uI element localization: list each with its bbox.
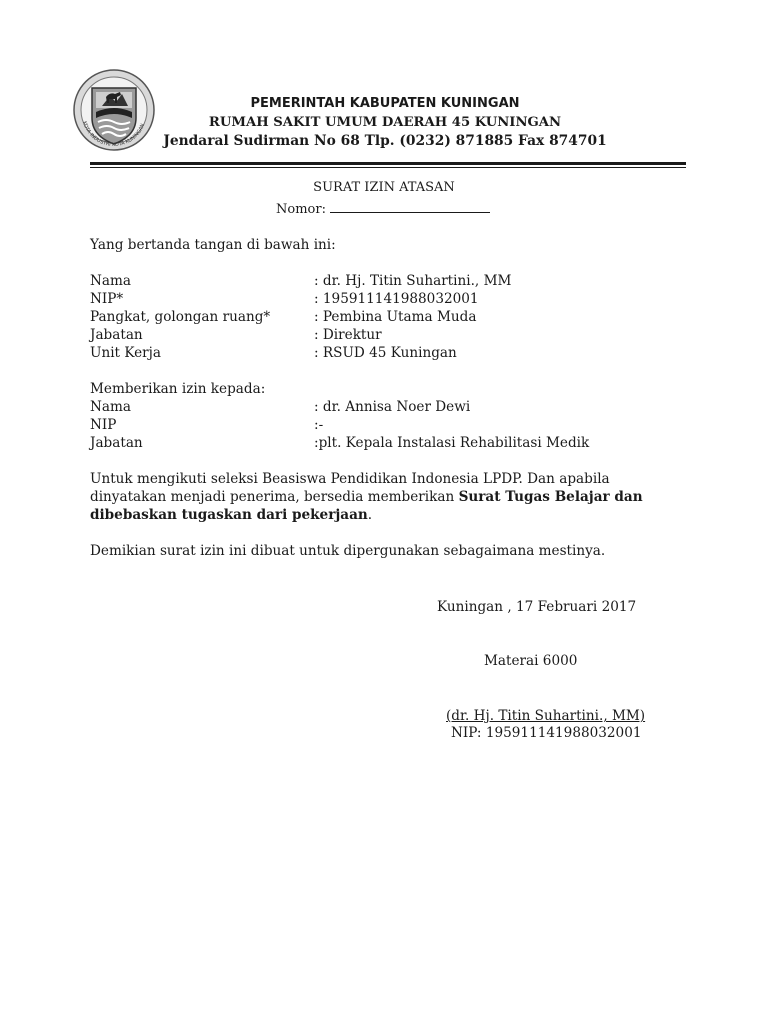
document-number-label: Nomor:	[276, 202, 326, 217]
field-value: : dr. Annisa Noer Dewi	[314, 399, 471, 415]
letterhead-hospital: RUMAH SAKIT UMUM DAERAH 45 KUNINGAN	[208, 115, 562, 130]
field-value: :plt. Kepala Instalasi Rehabilitasi Medik	[314, 435, 590, 451]
field-label: NIP*	[90, 291, 124, 307]
field-value: : 195911141988032001	[314, 291, 479, 307]
body-text: .	[367, 507, 373, 523]
signer-row-pangkat	[90, 308, 690, 326]
field-label: Jabatan	[90, 435, 143, 451]
letterhead-government: PEMERINTAH KABUPATEN KUNINGAN	[250, 96, 520, 111]
regency-logo	[72, 64, 156, 156]
materai-label: Materai 6000	[484, 653, 578, 669]
field-label: NIP	[90, 417, 117, 433]
document-title: SURAT IZIN ATASAN	[313, 180, 455, 195]
grant-intro: Memberikan izin kepada:	[90, 381, 266, 397]
body-paragraph-1	[90, 470, 690, 524]
field-value: : dr. Hj. Titin Suhartini., MM	[314, 273, 512, 289]
grantee-row-nama	[90, 398, 690, 416]
letterhead	[150, 94, 620, 151]
body-text: dinyatakan menjadi penerima, bersedia memberikan	[90, 489, 459, 505]
signer-nip: NIP: 195911141988032001	[451, 725, 642, 741]
place-date: Kuningan , 17 Februari 2017	[437, 599, 637, 615]
document-number	[276, 200, 490, 217]
field-value: :-	[314, 417, 324, 433]
body-emphasis: dibebaskan tugaskan dari pekerjaan	[90, 507, 368, 523]
field-label: Pangkat, golongan ruang*	[90, 309, 271, 325]
body-paragraph-2: Demikian surat izin ini dibuat untuk dipergunakan sebagaimana mestinya.	[90, 543, 606, 559]
field-value: : RSUD 45 Kuningan	[314, 345, 457, 361]
signer-name: (dr. Hj. Titin Suhartini., MM)	[446, 708, 646, 724]
signer-row-unit	[90, 344, 690, 362]
logo-motto: KOTA INDUSTRI KOTA KUNINGAN	[81, 120, 147, 149]
field-label: Unit Kerja	[90, 345, 161, 361]
field-label: Jabatan	[90, 327, 143, 343]
grantee-row-jabatan	[90, 434, 690, 452]
document-number-blank	[330, 200, 490, 213]
letterhead-address: Jendaral Sudirman No 68 Tlp. (0232) 871885 Fax 874701	[163, 133, 607, 149]
signer-row-nip	[90, 290, 690, 308]
signer-row-jabatan	[90, 326, 690, 344]
letterhead-rule-thin	[90, 167, 686, 168]
field-label: Nama	[90, 399, 131, 415]
body-line	[90, 506, 690, 524]
body-line	[90, 488, 690, 506]
field-value: : Direktur	[314, 327, 382, 343]
grantee-row-nip	[90, 416, 690, 434]
field-value: : Pembina Utama Muda	[314, 309, 477, 325]
signer-row-nama	[90, 272, 690, 290]
field-label: Nama	[90, 273, 131, 289]
intro-text: Yang bertanda tangan di bawah ini:	[90, 237, 336, 253]
body-line: Untuk mengikuti seleksi Beasiswa Pendidikan Indonesia LPDP. Dan apabila	[90, 471, 610, 487]
body-emphasis: Surat Tugas Belajar dan	[458, 489, 643, 505]
letterhead-rule-thick	[90, 162, 686, 165]
